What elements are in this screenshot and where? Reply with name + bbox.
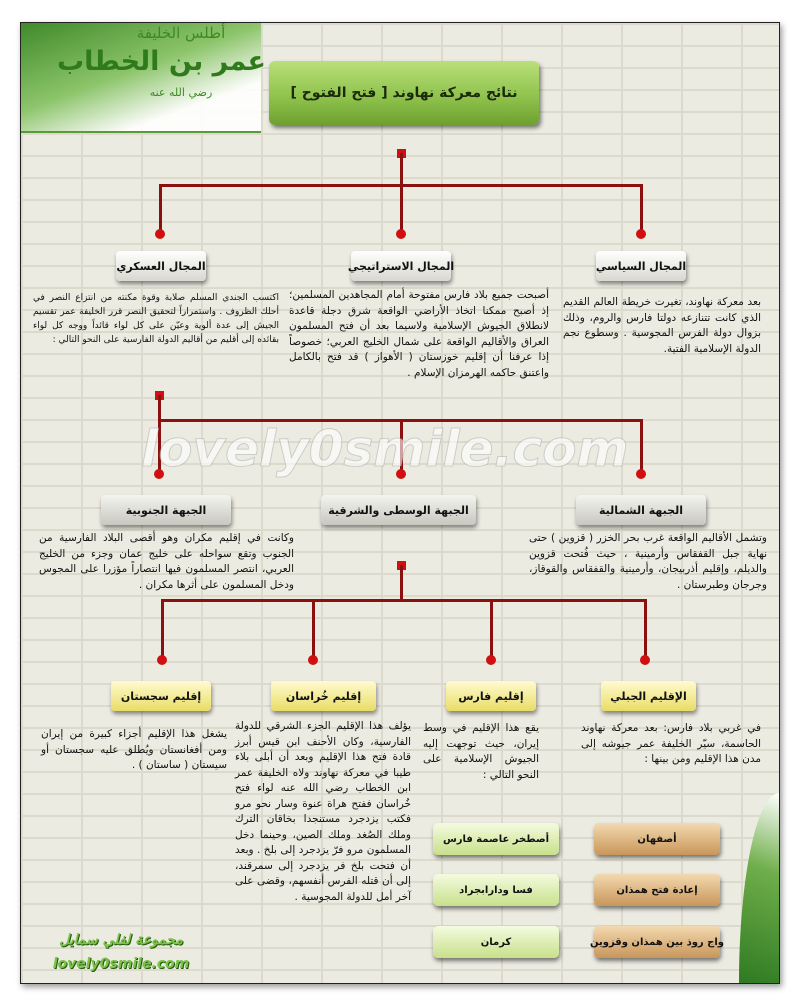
button-fasa-darabjird[interactable]: فسا ودارابجراد	[433, 874, 559, 906]
connector	[490, 599, 493, 659]
center-watermark: lovely0smile.com	[141, 420, 629, 478]
node-dot	[640, 655, 650, 665]
label-jibal: الإقليم الجبلي	[601, 681, 696, 711]
connector	[159, 184, 162, 234]
label-northern-front: الجبهة الشمالية	[576, 495, 706, 525]
sistan-text: يشغل هذا الإقليم أجزاء كبيرة من إيران ومن أفغانستان ويُطلق عليه سجستان أو سيستان ( ساستان ) .	[41, 728, 227, 771]
button-isfahan[interactable]: أصفهان	[594, 823, 720, 855]
button-waj-rudh[interactable]: واج روذ بين همذان وقزوين	[594, 926, 720, 958]
honorific: رضي الله عنه	[149, 86, 213, 99]
button-kerman[interactable]: كرمان	[433, 926, 559, 958]
page-title: نتائج معركة نهاوند [ فتح الفتوح ]	[269, 61, 539, 125]
button-hamadan[interactable]: إعادة فتح همذان	[594, 874, 720, 906]
connector	[158, 395, 161, 422]
connector	[640, 184, 643, 234]
label-military: المجال العسكري	[116, 251, 206, 281]
infographic-frame	[20, 22, 780, 984]
southern-front-text: وكانت في إقليم مكران وهو أقصى البلاد الفارسية من الجنوب وتقع سواحله على خليج عمان وجزء من الخليج العربي، انتصر المسلمون فيها انتصاراً مؤزرا على المجوس ودخل المسلمون على أثرها مكران .	[39, 532, 294, 591]
node-dot	[157, 655, 167, 665]
connector	[400, 153, 403, 186]
watermark-site: lovely0smile.com	[52, 956, 190, 972]
military-text: اكتسب الجندي المسلم صلابة وقوة مكنته من انتزاع النصر في أحلك الظروف . واستمراراً لتحقيق النصر قرر الخليفة عمر تقسيم الجيش إلى عدة ألوية وعيّن على كل لواء قائداً ووجه كل لواء بقائده إلى أقليم من أقاليم الدولة الفارسية على النحو التالي :	[33, 293, 279, 345]
connector	[400, 565, 403, 601]
watermark-arabic: مجموعة لفلي سمايل	[59, 932, 183, 948]
connector	[312, 599, 315, 659]
label-fars: إقليم فارس	[446, 681, 536, 711]
node-dot	[636, 229, 646, 239]
strategic-text: أصبحت جميع بلاد فارس مفتوحة أمام المجاهدين المسلمين؛ إذ أصبح ممكنا اتخاذ الأراضي الواقعة شرق دجلة قاعدة لانطلاق الجيوش الإسلامية ولاسيما بعد أن فتح المسلمون العراق والأقاليم الواقعة على شمال الخليج العربي؛ خصوصاً إذا عرفنا أن إقليم خوزستان ( الأهواز ) قد فتح بالكامل واعتنق حاكمه الهرمزان الإسلام .	[289, 289, 549, 379]
northern-front-text: وتشمل الأقاليم الواقعة غرب بحر الخزر ( قزوين ) حتى نهاية جبل القفقاس وأرمينية ، حيث فُتحت قزوين والديلم، وإقليم أذربيجان، وأرمينية والقفقاس والقوقاز، وجرجان وطبرستان .	[529, 532, 767, 591]
caliph-name: عمر بن الخطاب	[57, 46, 266, 77]
label-strategic: المجال الاستراتيجي	[351, 251, 451, 281]
green-leaf-decoration-bottom	[739, 793, 779, 983]
atlas-label: أطلس الخليفة	[136, 24, 226, 42]
node-dot	[636, 469, 646, 479]
connector	[640, 419, 643, 474]
label-khorasan: إقليم خُراسان	[271, 681, 376, 711]
political-text: بعد معركة نهاوند، تغيرت خريطة العالم القديم الذي كانت تتنازعه دولتا فارس والروم، وذلك بزوال دولة الفرس المجوسية . وسطوع نجم الدولة الإسلامية الفتية.	[563, 296, 761, 355]
label-political: المجال السياسي	[596, 251, 686, 281]
label-central-eastern-front: الجبهة الوسطى والشرقية	[321, 495, 476, 525]
node-dot	[308, 655, 318, 665]
connector	[644, 599, 647, 659]
fars-text: يقع هذا الإقليم في وسط إيران، حيث توجهت إليه الجيوش الإسلامية على النحو التالي :	[423, 722, 539, 781]
node-dot	[396, 229, 406, 239]
button-istakhr[interactable]: أصطخر عاصمة فارس	[433, 823, 559, 855]
label-southern-front: الجبهة الجنوبية	[101, 495, 231, 525]
connector	[400, 184, 403, 234]
khorasan-text: يؤلف هذا الإقليم الجزء الشرقي للدولة الفارسية، وكان الأحنف ابن قيس أبرز قادة فتح هذا الإقليم وبعد أن أبلى بلاء طيبا في معركة نهاوند ولاه الخليفة عمر ابن الخطاب رضي الله عنه لواء فتح خُراسان ففتح هراة عنوة وسار نحو مرو فكتب يزدجرد مستنجدا بخاقان الترك وملك الصُغد وملك الصين، وحينما دخل المسلمون مرو فرّ يزدجرد إلى بلخ . وبعد أن فتحت بلخ فر يزدجرد إلى سمرقند، إلى أن قتله الفرس أنفسهم، وقضى على آخر أمل للدولة المجوسية .	[235, 720, 411, 903]
node-dot	[155, 229, 165, 239]
node-dot	[486, 655, 496, 665]
jibal-text: في غربي بلاد فارس: بعد معركة نهاوند الحاسمة، سيّر الخليفة عمر جيوشه إلى مدن هذا الإقليم ومن بينها :	[581, 722, 761, 765]
connector	[161, 599, 647, 602]
label-sistan: إقليم سجستان	[111, 681, 211, 711]
connector	[161, 599, 164, 659]
